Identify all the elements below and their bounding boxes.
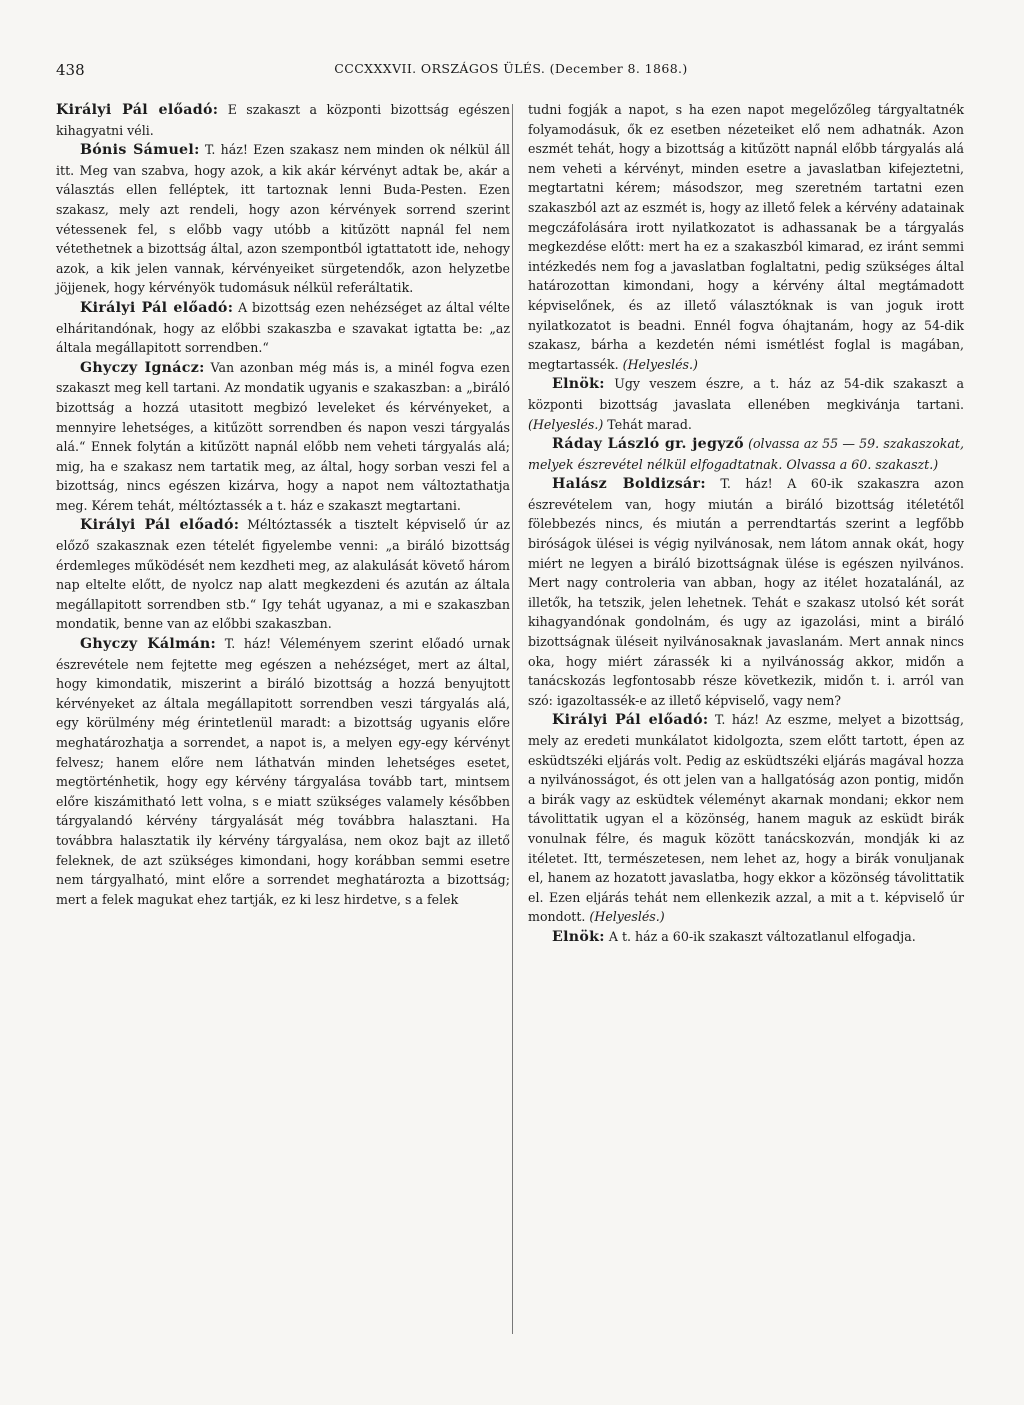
paragraph bbox=[528, 374, 964, 434]
speaker-name: Ghyczy Kálmán: bbox=[80, 636, 217, 653]
paragraph-text: tudni fogják a napot, s ha ezen napot megelőzőleg tárgyaltatnék folyamodásuk, ők ez esetben nézeteiket elő nem adhatnák. Azon eszmét tehát, hogy a bizottság a kitűzött napnál előbb tárgyalás alá nem veheti a kérvényt, minden esetre a javaslatban kifejeztetni, megtartatni kérem; másodszor, meg szeretném tartatni ezen szakaszból azt az eszmét is, hogy az illető felek a kérvény adatainak megczáfolására irott nyilatkozatot is adhassanak be a tárgyalás megkezdése előtt: mert ha ez a szakaszból kimarad, ez iránt semmi intézkedés nem fog a javaslatban foglaltatni, pedig szükséges által határozottan kimondani, hogy a kérvény által megtámadott képviselőnek, és az illető választóknak is van joguk irott nyilatkozatot is beadni. Ennél fogva óhajtanám, hogy az 54-dik szakasz, bárha a kezdetén némi ismétlést foglal is magában, megtartassék. bbox=[528, 102, 964, 372]
speaker-name: Királyi Pál előadó: bbox=[80, 517, 240, 534]
paragraph-text: T. ház! A 60-ik szakaszra azon észrevételem van, hogy miután a biráló bizottság itéletétől fölebbezés nincs, és miután a perrendtartás szerint a legfőbb biróságok ülései is végig nyilvánosak, nem látom annak okát, hogy miért ne legyen a biráló bizottságnak ülése is egészen nyilvános. Mert nagy controleria van abban, hogy az itélet hozatalánál, az illetők, ha tetszik, jelen lehetnek. Tehát e szakasz utolsó két sorát kihagyandónak gondolnám, és ugy az igazolási, mint a biráló bizottságnak üléseit nyilvánosaknak javaslanám. Mert annak nincs oka, hogy miért zárassék ki a nyilvánosság akkor, midőn a tanácskozás legfontosabb része következik, midőn t. i. arról van szó: igazoltassék-e az illető képviselő, vagy nem? bbox=[528, 476, 964, 708]
speaker-name: Bónis Sámuel: bbox=[80, 142, 200, 159]
paragraph bbox=[528, 927, 964, 948]
speaker-name: Elnök: bbox=[552, 928, 605, 945]
running-head: CCCXXXVII. ORSZÁGOS ÜLÉS. (December 8. 1868.) bbox=[334, 61, 688, 76]
paragraph-text: E szakaszt a központi bizottság egészen kihagyatni véli. bbox=[56, 102, 510, 138]
speaker-name: Elnök: bbox=[552, 376, 605, 393]
paragraph-text: Van azonban még más is, a minél fogva ezen szakaszt meg kell tartani. Az mondatik ugyanis e szakaszban: a „biráló bizottság a hozzá utasitott megbizó leveleket és kérvényeket, a mennyire lehetséges, a kitűzött sorrendben és napon veszi tárgyalás alá.“ Ennek folytán a kitűzött napnál előbb nem veheti tárgyalás alá; mig, ha e szakasz nem tartatik meg, az által, hogy sorban veszi fel a bizottság, nincs egészen kizárva, hogy a napot nem változtathatja meg. Kérem tehát, méltóztassék a t. ház e szakaszt megtartani. bbox=[56, 359, 511, 513]
paragraph-text: T. ház! Az eszme, melyet a bizottság, mely az eredeti munkálatot kidolgozta, szem előtt tartott, épen az esküdtszéki eljárás volt. Pedig az esküdtszéki eljárás magával hozza a nyilvánosságot, és ott jelen van a hallgatóság azon pontig, midőn a birák vagy az esküdtek véleményt akarnak mondani; ekkor nem távolittatik ugyan el a közönség, hanem maguk az esküdt birák vonulnak félre, és maguk között tanácskozván, mondják ki az itéletet. Itt, természetesen, nem lehet az, hogy a birák vonuljanak el, hanem az hozatott javaslatba, hogy ekkor a közönség távolittatik el. Ezen eljárás tehát nem ellenkezik azzal, a mit a t. képviselő úr mondott. bbox=[528, 712, 964, 925]
speaker-name: Ghyczy Ignácz: bbox=[80, 359, 205, 376]
speaker-name: Halász Boldizsár: bbox=[552, 476, 706, 493]
paragraph bbox=[528, 100, 964, 374]
speaker-name: Ráday László gr. jegyző bbox=[552, 436, 744, 453]
paragraph bbox=[528, 710, 964, 927]
paragraph bbox=[56, 634, 510, 909]
stage-direction: (olvassa az 55 — 59. szakaszokat, melyek észrevétel nélkül elfogadtatnak. Olvassa a 60. szakaszt.) bbox=[528, 436, 964, 472]
page-number: 438 bbox=[56, 61, 85, 79]
paragraph bbox=[56, 515, 510, 634]
paragraph-text: Méltóztassék a tisztelt képviselő úr az előző szakasznak ezen tételét figyelembe venni: „a biráló bizottság érdemleges működését nem kezdheti meg, az alakulását követő három nap eltelte előtt, de nyolcz nap alatt megkezdeni és azután az általa megállapitott sorrendben stb.“ Igy tehát ugyanaz, a mi e szakaszban mondatik, benne van az előbbi szakaszban. bbox=[56, 517, 510, 632]
speaker-name: Királyi Pál előadó: bbox=[80, 299, 234, 316]
paragraph-text: A bizottság ezen nehézséget az által vélte elháritandónak, hogy az előbbi szakaszba e szavakat igtatta be: „az általa megállapitott sorrendben.“ bbox=[56, 299, 510, 356]
applause-note: (Helyeslés.) bbox=[622, 356, 698, 372]
column-divider bbox=[512, 104, 513, 1334]
paragraph-text: T. ház! Ezen szakasz nem minden ok nélkül áll itt. Meg van szabva, hogy azok, a kik akár kérvényt adtak be, akár a választás ellen felléptek, itt tartoznak lenni Buda-Pesten. Ezen szakasz, mely azt rendeli, hogy azon kérvények sorrend szerint vétessenek fel, s előbb vagy utóbb a kitűzött napnál fel nem vétethetnek a bizottság által, azon szempontból igtattatott ide, nehogy azok, a kik jelen vannak, kérvényeiket sürgetendők, azon helyzetbe jöjjenek, hogy kérvényök tudomásuk nélkül referáltatik. bbox=[56, 142, 510, 296]
paragraph bbox=[56, 298, 510, 358]
speaker-name: Királyi Pál előadó: bbox=[56, 102, 219, 118]
paragraph bbox=[528, 434, 964, 474]
applause-note: (Helyeslés.) bbox=[528, 416, 604, 432]
paragraph-text: A t. ház a 60-ik szakaszt változatlanul elfogadja. bbox=[608, 928, 916, 944]
page-header bbox=[56, 61, 966, 85]
paragraph-text: Ugy veszem észre, a t. ház az 54-dik szakaszt a központi bizottság javaslata ellenében megkivánja tartani. bbox=[528, 376, 964, 412]
paragraph bbox=[528, 474, 964, 710]
paragraph-text: T. ház! Véleményem szerint előadó urnak észrevétele nem fejtette meg egészen a nehézséget, mert az által, hogy kimondatik, miszerint a biráló bizottság a hozzá benyujtott kérvényeket az általa megállapitott sorrendben veszi tárgyalás alá, egy körülmény még érintetlenül maradt: a bizottság ugyanis előre meghatározhatja a sorrendet, a napot is, a melyen egy-egy kérvényt felvesz; hanem előre nem láthatván minden lehetséges esetet, megtörténhetik, hogy egy kérvény tárgyalása tovább tart, mintsem előre kiszámitható lett volna, s e miatt szükséges valamely későbben tárgyalandó kérvény tárgyalását még továbbra halasztani. Ha továbbra halasztatik ily kérvény tárgyalása, nem okoz bajt az illető feleknek, de azt szükséges kimondani, hogy korábban semmi esetre nem tárgyalható, mint előre a sorrendet meghatározta a bizottság; mert a felek magukat ehez tartják, ez ki lesz hirdetve, s a felek bbox=[56, 636, 510, 907]
paragraph-tail: Tehát marad. bbox=[607, 416, 692, 432]
paragraph bbox=[56, 100, 510, 140]
left-column bbox=[56, 100, 510, 909]
speaker-name: Királyi Pál előadó: bbox=[552, 712, 709, 729]
right-column bbox=[528, 100, 964, 948]
applause-note: (Helyeslés.) bbox=[589, 909, 665, 925]
paragraph bbox=[56, 358, 510, 516]
paragraph bbox=[56, 140, 510, 298]
